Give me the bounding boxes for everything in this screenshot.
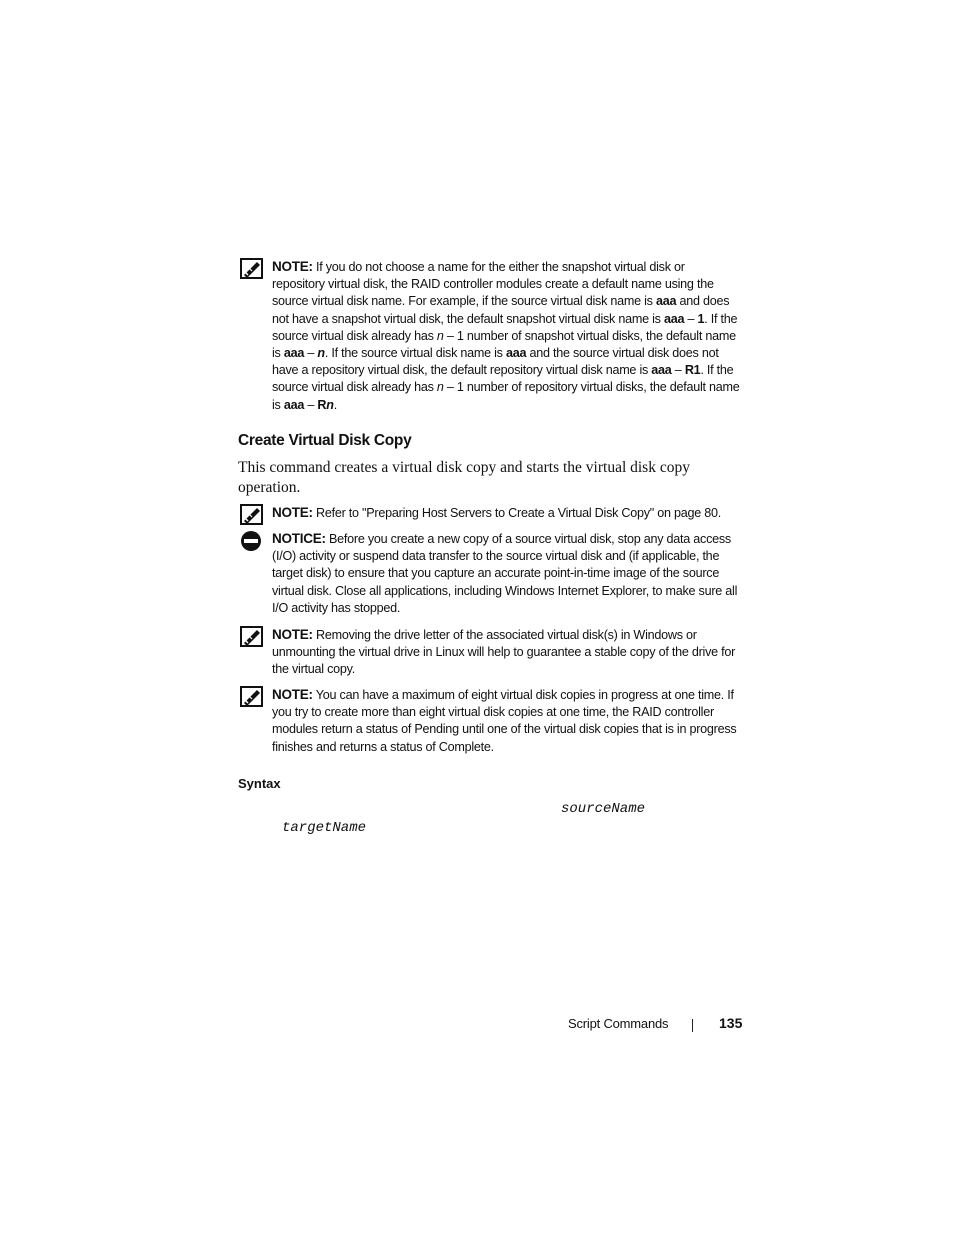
pencil-note-icon (240, 504, 264, 526)
note-block-refer (240, 504, 740, 522)
note-text-run: – (684, 311, 698, 326)
note-text-run: aaa (655, 294, 677, 309)
note-text-run: . If the source virtual disk already has (272, 311, 738, 343)
notice-no-entry-icon (240, 530, 264, 552)
syntax-param-target-name: targetName (282, 820, 367, 836)
note-block-drive-letter (240, 626, 740, 679)
footer-section-title: Script Commands (568, 1016, 669, 1031)
note-label: NOTE: (272, 627, 313, 642)
note-text-run: aaa (283, 397, 305, 412)
footer-page-number: 135 (719, 1015, 743, 1031)
note-label: NOTE: (272, 505, 313, 520)
note-text-run: R (317, 397, 327, 412)
note-text-run: aaa (505, 346, 527, 361)
note-body (272, 260, 740, 412)
note-block-snapshot-names (240, 258, 740, 414)
note-text (272, 686, 740, 756)
notice-block (240, 530, 740, 617)
note-text-run: n (436, 328, 444, 343)
note-label: NOTE: (272, 259, 313, 274)
note-text-run: . If the source virtual disk already has (272, 363, 734, 395)
note-label: NOTE: (272, 687, 313, 702)
footer-divider (692, 1019, 693, 1032)
note-text-run: aaa (283, 346, 305, 361)
pencil-note-icon (240, 258, 264, 280)
note-text-run: . If the source virtual disk name is (324, 346, 506, 361)
note-text-run: 1 (697, 311, 705, 326)
note-text (272, 258, 740, 414)
note-text (272, 626, 740, 679)
note-text-run: R1 (684, 363, 701, 378)
note-text-run: – (304, 346, 318, 361)
note-text-run: – (304, 397, 318, 412)
note-text-run: and does not have a snapshot virtual disk, the default snapshot virtual disk name is (272, 294, 730, 326)
note-text-run: n (326, 397, 334, 412)
note-text-run: aaa (663, 311, 685, 326)
note-text-run: – (671, 363, 685, 378)
notice-body: Before you create a new copy of a source virtual disk, stop any data access (I/O) activity or suspend data transfer to the source virtual disk and (if applicable, the target disk) to ensure that you capture an accurate point-in-time image of the source virtual disk. Close all applications, including Windows Internet Explorer, to make sure all I/O activity has stopped. (272, 532, 738, 615)
note-body: You can have a maximum of eight virtual disk copies in progress at one time. If you try to create more than eight virtual disk copies at one time, the RAID controller modules return a status of Pending until one of the virtual disk copies that is in progress finishes and returns a status of Complete. (272, 688, 737, 754)
note-text-run: – 1 number of snapshot virtual disks, the default name is (272, 328, 736, 361)
notice-label: NOTICE: (272, 531, 326, 546)
note-body: Removing the drive letter of the associated virtual disk(s) in Windows or unmounting the virtual drive in Linux will help to guarantee a stable copy of the drive for the virtual copy. (272, 628, 736, 677)
note-text-run: and the source virtual disk does not have a repository virtual disk, the default repository virtual disk name is (272, 346, 719, 378)
note-body: Refer to "Preparing Host Servers to Create a Virtual Disk Copy" on page 80. (312, 506, 722, 520)
note-text-run: . (333, 397, 337, 412)
note-text-run: If you do not choose a name for the either the snapshot virtual disk or repository virtual disk, the RAID controller modules create a default name using the source virtual disk name. For example, if the source virtual disk name is (272, 260, 714, 309)
syntax-param-source-name: sourceName (561, 801, 646, 817)
syntax-heading: Syntax (238, 776, 281, 791)
note-block-max-copies (240, 686, 740, 756)
pencil-note-icon (240, 686, 264, 708)
notice-text (272, 530, 740, 617)
section-intro: This command creates a virtual disk copy and starts the virtual disk copy operation. (238, 459, 690, 496)
pencil-note-icon (240, 626, 264, 648)
note-text-run: n (317, 346, 325, 361)
section-heading: Create Virtual Disk Copy (238, 432, 412, 449)
note-text-run: – 1 number of repository virtual disks, the default name is (272, 380, 740, 412)
note-text (272, 504, 740, 522)
note-text-run: aaa (651, 363, 672, 378)
note-text-run: n (436, 380, 444, 395)
